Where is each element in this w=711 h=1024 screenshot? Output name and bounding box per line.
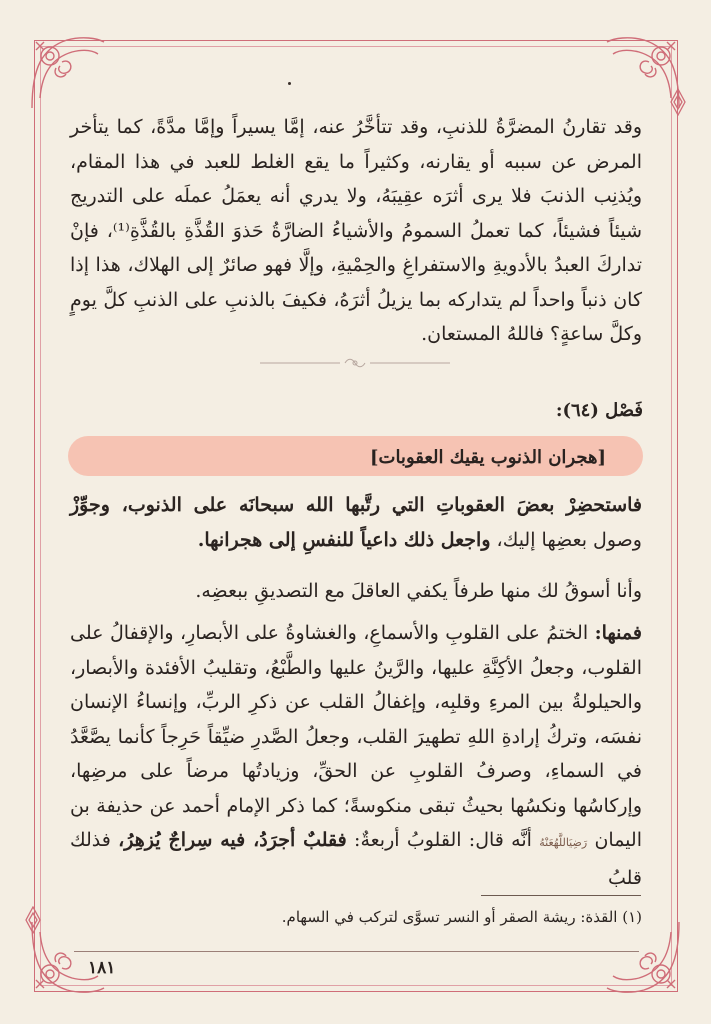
page-number: ١٨١ [88, 958, 116, 978]
footnote-separator [481, 895, 641, 896]
diamond-ornament-right [670, 88, 686, 116]
body-paragraph-1 [70, 110, 642, 352]
corner-ornament-top-left [22, 28, 112, 118]
paragraph-2-bold-start: فاستحضِرْ بعضَ العقوباتِ التي رتَّبها الله سبحانَه على الذنوب، وجوِّزْ [70, 494, 642, 516]
paragraph-4-lead: فمنها: [594, 622, 642, 644]
paragraph-4-tail: فذلك قلبُ [70, 829, 642, 889]
paragraph-2-bold-end: واجعل ذلك داعياً للنفسِ إلى هجرانها. [197, 528, 491, 551]
diamond-ornament-left [25, 906, 41, 934]
paragraph-2-middle: وصول بعضِها إليك، [490, 528, 642, 551]
section-heading: فَصْل (٦٤): [555, 400, 643, 421]
footer-rule [74, 951, 639, 952]
banner-title: [هجران الذنوب يقيك العقوبات] [369, 447, 606, 468]
section-divider-ornament [260, 356, 450, 370]
body-paragraph-2 [70, 488, 642, 557]
body-paragraph-4 [70, 616, 642, 895]
paragraph-4-text: الختمُ على القلوبِ والأسماعِ، والغشاوةُ على الأبصارِ، والإقفالُ على القلوب، وجعلُ الأكِنَّةِ عليها، والرَّينُ عليها والطَّبْعُ، وتقليبُ الأفئدة والأبصار، والحيلولةُ بين المرءِ وقلبِه، وإغفالُ القلب عن ذكرِ الربِّ، وإنساءُ الإنسان نفسَه، وتركُ إرادةِ اللهِ تطهيرَ القلب، وجعلُ الصَّدرِ ضيِّقاً حَرِجاً كأنما يصَّعَّدُ في السماءِ، وصرفُ القلوبِ عن الحقِّ، وزيادتُها مرضاً على مرضِها، وإركاسُها ونكسُها بحيثُ تبقى منكوسةً؛ كما ذكر الإمام أحمد عن حذيفة بن اليمان [70, 622, 642, 851]
paragraph-4-quote-bold: فقلبٌ أجرَدُ، فيه سِراجٌ يُزهِرُ، [118, 829, 347, 851]
paragraph-3-text: وأنا أسوقُ لك منها طرفاً يكفي العاقلَ مع التصديقِ ببعضِه. [195, 580, 642, 602]
honorific: رَضِيَاللَّهُعَنْهُ [539, 836, 588, 849]
ink-mark [288, 82, 291, 85]
footnote: (١) القذة: ريشة الصقر أو النسر تسوَّى لتركب في السهام. [281, 908, 642, 926]
body-paragraph-3 [70, 574, 642, 609]
paragraph-1-text: وقد تقارنُ المضرَّةُ للذنبِ، وقد تتأخَّرُ عنه، إمَّا يسيراً وإمَّا مدَّةً، كما يتأخر المرض عن سببه أو يقارنه، وكثيراً ما يقع الغلط للعبد في هذا المقام، ويُذنِب الذنبَ فلا يرى أثرَه عقِيبَهُ، ولا يدري أنه يعمَلُ عملَه على التدريج شيئاً فشيئاً، كما تعملُ السمومُ والأشياءُ الضارَّةُ حَذوَ القُذَّةِ بالقُذَّةِ⁽¹⁾، فإنْ تداركَ العبدُ بالأدويةِ والاستفراغِ والحِمْيةِ، وإلَّا فهو صائرٌ إلى الهلاك، هذا إذا كان ذنباً واحداً لم يتداركه بما يزيلُ أثرَهُ، فكيفَ بالذنبِ على الذنبِ كلَّ يومٍ وكلَّ ساعةٍ؟ فاللهُ المستعان. [70, 116, 642, 345]
paragraph-4-quote-intro: أنَّه قال: القلوبُ أربعةٌ: [346, 829, 532, 851]
